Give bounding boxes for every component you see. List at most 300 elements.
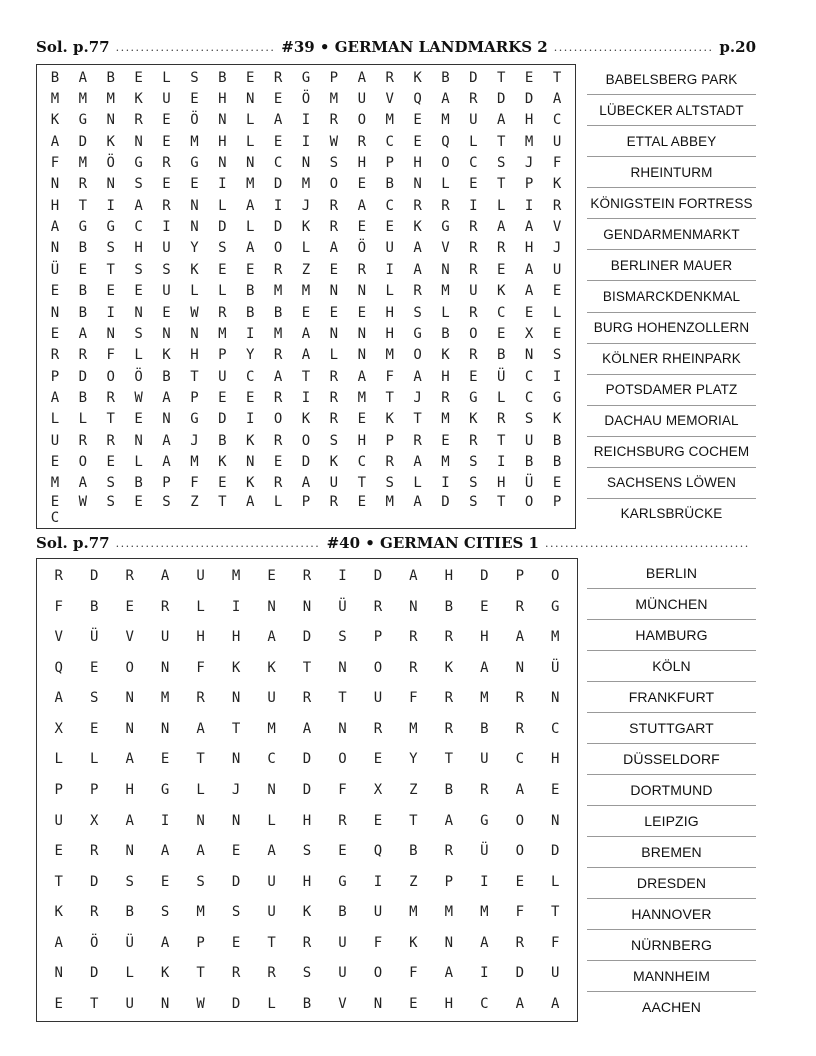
puzzle-39-letter-grid: [36, 64, 576, 529]
grid-letter: D: [302, 629, 312, 646]
puzzle-40-solution-ref: Sol. p.77: [36, 534, 110, 552]
grid-letter: B: [302, 995, 312, 1012]
grid-letter: B: [524, 453, 534, 470]
grid-letter: K: [190, 261, 199, 278]
grid-letter: K: [267, 659, 276, 676]
grid-letter: H: [302, 873, 312, 890]
grid-letter: U: [267, 690, 276, 707]
grid-letter: P: [373, 629, 383, 646]
grid-letter: O: [469, 325, 478, 342]
grid-letter: T: [413, 411, 422, 428]
grid-letter: R: [515, 598, 525, 615]
grid-letter: A: [267, 629, 276, 646]
grid-letter: E: [469, 368, 478, 385]
grid-letter: X: [54, 720, 63, 737]
grid-letter: U: [162, 240, 171, 257]
grid-letter: A: [162, 389, 171, 406]
grid-letter: M: [329, 91, 339, 108]
grid-letter: X: [373, 781, 383, 798]
grid-letter: A: [245, 240, 255, 257]
grid-letter: L: [218, 283, 227, 300]
grid-letter: E: [480, 598, 489, 615]
grid-letter: M: [385, 112, 394, 129]
grid-letter: A: [515, 629, 525, 646]
grid-letter: I: [231, 598, 241, 615]
grid-letter: P: [89, 781, 99, 798]
grid-letter: U: [338, 965, 347, 982]
grid-letter: S: [190, 69, 199, 86]
grid-letter: H: [413, 155, 422, 172]
grid-letter: G: [552, 389, 562, 406]
grid-letter: I: [245, 325, 255, 342]
grid-letter: R: [413, 432, 422, 449]
grid-letter: D: [301, 453, 311, 470]
grid-letter: X: [89, 812, 99, 829]
grid-letter: T: [78, 197, 88, 214]
grid-letter: E: [162, 112, 171, 129]
grid-letter: D: [218, 219, 227, 236]
grid-letter: K: [329, 453, 339, 470]
grid-letter: D: [551, 843, 560, 860]
grid-letter: B: [273, 304, 283, 321]
grid-letter: E: [552, 283, 562, 300]
grid-letter: A: [413, 261, 422, 278]
grid-letter: K: [301, 411, 311, 428]
grid-letter: Z: [409, 873, 418, 890]
grid-letter: T: [409, 812, 418, 829]
grid-letter: U: [357, 91, 366, 108]
grid-letter: D: [302, 751, 312, 768]
grid-letter: E: [190, 91, 199, 108]
grid-letter: D: [231, 995, 241, 1012]
grid-letter: A: [125, 812, 134, 829]
puzzle-39-solution-ref: Sol. p.77: [36, 38, 110, 56]
grid-letter: L: [190, 283, 199, 300]
grid-letter: Y: [245, 347, 255, 364]
grid-letter: L: [497, 389, 506, 406]
grid-letter: R: [302, 690, 312, 707]
grid-letter: B: [497, 347, 506, 364]
grid-letter: N: [54, 965, 63, 982]
grid-letter: D: [524, 91, 534, 108]
grid-letter: R: [160, 598, 170, 615]
grid-letter: K: [162, 347, 171, 364]
grid-letter: S: [162, 494, 171, 510]
grid-letter: E: [245, 69, 255, 86]
grid-letter: R: [78, 432, 88, 449]
grid-letter: A: [497, 112, 506, 129]
grid-letter: O: [413, 347, 422, 364]
grid-letter: A: [551, 995, 560, 1012]
grid-letter: C: [134, 219, 143, 236]
grid-letter: V: [54, 629, 63, 646]
grid-letter: R: [385, 69, 394, 86]
word-list-item: AACHEN: [587, 991, 756, 1022]
grid-letter: N: [413, 176, 422, 193]
grid-letter: A: [524, 261, 534, 278]
grid-letter: U: [552, 261, 562, 278]
grid-letter: A: [78, 475, 88, 492]
word-list-item: HANNOVER: [587, 898, 756, 929]
grid-letter: R: [273, 261, 283, 278]
grid-letter: N: [245, 155, 255, 172]
grid-letter: G: [190, 155, 199, 172]
grid-letter: I: [480, 873, 489, 890]
grid-letter: D: [89, 568, 99, 585]
grid-letter: H: [302, 812, 312, 829]
grid-letter: S: [160, 904, 170, 921]
grid-letter: E: [218, 261, 227, 278]
grid-letter: C: [480, 995, 489, 1012]
grid-letter: E: [273, 91, 283, 108]
grid-letter: R: [302, 568, 312, 585]
grid-letter: Ü: [125, 934, 134, 951]
grid-letter: S: [329, 432, 339, 449]
grid-letter: A: [357, 197, 366, 214]
grid-letter: L: [267, 995, 276, 1012]
grid-letter: R: [413, 197, 422, 214]
grid-letter: T: [106, 261, 115, 278]
grid-letter: E: [357, 176, 366, 193]
grid-letter: A: [497, 219, 506, 236]
grid-letter: S: [469, 475, 478, 492]
grid-letter: A: [515, 995, 525, 1012]
grid-letter: R: [329, 389, 339, 406]
grid-letter: H: [218, 133, 227, 150]
grid-letter: Z: [409, 781, 418, 798]
grid-letter: D: [469, 69, 478, 86]
grid-letter: M: [444, 904, 454, 921]
grid-letter: U: [196, 568, 205, 585]
grid-letter: E: [497, 261, 506, 278]
grid-letter: E: [373, 751, 383, 768]
grid-letter: P: [515, 568, 525, 585]
grid-letter: I: [338, 568, 347, 585]
grid-letter: Ö: [134, 368, 143, 385]
grid-letter: L: [125, 965, 134, 982]
grid-letter: A: [50, 389, 60, 406]
grid-letter: B: [78, 240, 88, 257]
word-list-item: BERLINER MAUER: [587, 249, 756, 280]
grid-letter: T: [196, 751, 205, 768]
grid-letter: H: [196, 629, 205, 646]
word-list-item: BISMARCKDENKMAL: [587, 280, 756, 311]
puzzle-40-word-list: [587, 558, 756, 1022]
grid-letter: G: [469, 389, 478, 406]
grid-letter: T: [385, 389, 394, 406]
grid-letter: R: [409, 659, 418, 676]
grid-letter: L: [469, 133, 478, 150]
grid-letter: R: [497, 240, 506, 257]
grid-letter: N: [196, 812, 205, 829]
grid-letter: B: [162, 368, 171, 385]
grid-letter: N: [231, 690, 241, 707]
grid-letter: A: [413, 240, 422, 257]
grid-letter: X: [524, 325, 534, 342]
word-list-item: MÜNCHEN: [587, 588, 756, 619]
grid-letter: D: [78, 133, 88, 150]
grid-letter: S: [106, 494, 115, 510]
grid-letter: N: [301, 155, 311, 172]
puzzle-40-letter-grid: [36, 558, 578, 1022]
grid-letter: F: [385, 368, 394, 385]
grid-letter: W: [78, 494, 88, 510]
grid-letter: P: [385, 155, 394, 172]
grid-letter: L: [552, 304, 562, 321]
grid-letter: A: [162, 453, 171, 470]
grid-letter: Ü: [480, 843, 489, 860]
grid-letter: A: [409, 568, 418, 585]
grid-letter: G: [413, 325, 422, 342]
grid-letter: E: [385, 219, 394, 236]
grid-letter: B: [89, 598, 99, 615]
grid-letter: I: [218, 176, 227, 193]
grid-letter: N: [245, 91, 255, 108]
grid-letter: M: [301, 283, 311, 300]
grid-letter: M: [357, 389, 366, 406]
grid-letter: C: [357, 453, 366, 470]
grid-letter: N: [231, 751, 241, 768]
grid-letter: M: [551, 629, 560, 646]
grid-letter: T: [89, 995, 99, 1012]
grid-letter: I: [245, 411, 255, 428]
grid-letter: K: [469, 411, 478, 428]
grid-letter: E: [413, 133, 422, 150]
grid-letter: E: [245, 261, 255, 278]
grid-letter: N: [106, 176, 115, 193]
grid-letter: K: [301, 219, 311, 236]
grid-letter: N: [160, 659, 170, 676]
grid-letter: R: [469, 304, 478, 321]
grid-letter: Ü: [50, 261, 60, 278]
grid-letter: I: [301, 112, 311, 129]
grid-letter: T: [552, 69, 562, 86]
grid-letter: Z: [301, 261, 311, 278]
word-list-item: BABELSBERG PARK: [605, 71, 738, 87]
grid-letter: N: [125, 690, 134, 707]
grid-letter: R: [162, 155, 171, 172]
word-list-item: KARLSBRÜCKE: [587, 498, 756, 529]
grid-letter: H: [125, 781, 134, 798]
grid-letter: O: [301, 432, 311, 449]
grid-letter: R: [89, 904, 99, 921]
grid-letter: A: [245, 197, 255, 214]
grid-letter: F: [515, 904, 525, 921]
grid-letter: E: [515, 873, 525, 890]
leader-dots: [116, 537, 321, 550]
grid-letter: E: [54, 995, 63, 1012]
grid-letter: B: [134, 475, 143, 492]
grid-letter: G: [441, 219, 450, 236]
grid-letter: N: [218, 112, 227, 129]
grid-letter: R: [267, 965, 276, 982]
grid-letter: D: [89, 965, 99, 982]
grid-letter: D: [273, 219, 283, 236]
grid-letter: L: [441, 304, 450, 321]
grid-letter: U: [125, 995, 134, 1012]
grid-letter: Z: [190, 494, 199, 510]
grid-letter: C: [385, 197, 394, 214]
grid-letter: M: [441, 453, 450, 470]
grid-letter: W: [190, 304, 199, 321]
grid-letter: A: [78, 325, 88, 342]
grid-letter: P: [190, 389, 199, 406]
grid-letter: E: [106, 453, 115, 470]
grid-letter: R: [162, 197, 171, 214]
grid-letter: K: [552, 411, 562, 428]
grid-letter: R: [515, 934, 525, 951]
grid-letter: E: [273, 453, 283, 470]
grid-letter: E: [413, 112, 422, 129]
grid-letter: S: [231, 904, 241, 921]
word-list-item: RHEINTURM: [587, 156, 756, 187]
grid-letter: V: [552, 219, 562, 236]
grid-letter: R: [273, 475, 283, 492]
grid-letter: E: [524, 69, 534, 86]
grid-letter: R: [231, 965, 241, 982]
grid-letter: A: [134, 197, 143, 214]
grid-letter: A: [301, 475, 311, 492]
grid-letter: H: [551, 751, 560, 768]
grid-letter: E: [357, 411, 366, 428]
grid-letter: N: [245, 453, 255, 470]
grid-letter: Ü: [497, 368, 506, 385]
grid-letter: K: [231, 659, 241, 676]
grid-letter: S: [469, 494, 478, 510]
grid-letter: R: [273, 432, 283, 449]
word-list-item: DRESDEN: [587, 867, 756, 898]
grid-letter: N: [551, 812, 560, 829]
grid-letter: L: [218, 197, 227, 214]
grid-letter: R: [329, 219, 339, 236]
grid-letter: R: [413, 283, 422, 300]
grid-letter: U: [162, 91, 171, 108]
grid-letter: P: [162, 475, 171, 492]
grid-letter: H: [497, 475, 506, 492]
grid-letter: Ö: [357, 240, 366, 257]
grid-letter: A: [78, 69, 88, 86]
grid-letter: K: [441, 347, 450, 364]
grid-letter: A: [162, 432, 171, 449]
grid-letter: E: [338, 843, 347, 860]
grid-letter: P: [54, 781, 63, 798]
grid-letter: R: [469, 219, 478, 236]
grid-letter: N: [267, 781, 276, 798]
grid-letter: R: [373, 720, 383, 737]
grid-letter: I: [497, 453, 506, 470]
word-list-item: LÜBECKER ALTSTADT: [587, 94, 756, 125]
grid-letter: M: [480, 904, 489, 921]
grid-letter: R: [480, 781, 489, 798]
grid-letter: C: [273, 155, 283, 172]
grid-letter: N: [218, 155, 227, 172]
grid-letter: C: [385, 133, 394, 150]
grid-letter: I: [301, 389, 311, 406]
grid-letter: U: [218, 368, 227, 385]
grid-letter: E: [106, 283, 115, 300]
grid-letter: R: [54, 568, 63, 585]
grid-letter: T: [444, 751, 454, 768]
grid-letter: S: [89, 690, 99, 707]
grid-letter: E: [134, 494, 143, 510]
grid-letter: V: [441, 240, 450, 257]
grid-letter: R: [444, 720, 454, 737]
grid-letter: R: [50, 347, 60, 364]
grid-letter: A: [160, 843, 170, 860]
grid-letter: U: [480, 751, 489, 768]
grid-letter: O: [125, 659, 134, 676]
grid-letter: R: [469, 261, 478, 278]
grid-letter: P: [524, 176, 534, 193]
grid-letter: N: [160, 995, 170, 1012]
grid-letter: A: [196, 843, 205, 860]
grid-letter: K: [497, 283, 506, 300]
grid-letter: I: [480, 965, 489, 982]
grid-letter: A: [524, 219, 534, 236]
grid-letter: M: [524, 133, 534, 150]
grid-letter: R: [441, 389, 450, 406]
grid-letter: I: [524, 197, 534, 214]
grid-letter: E: [409, 995, 418, 1012]
grid-letter: S: [125, 873, 134, 890]
grid-letter: U: [551, 965, 560, 982]
grid-letter: I: [552, 368, 562, 385]
grid-letter: B: [125, 904, 134, 921]
grid-letter: U: [524, 432, 534, 449]
grid-letter: H: [134, 240, 143, 257]
grid-letter: S: [218, 240, 227, 257]
grid-letter: U: [373, 690, 383, 707]
grid-letter: J: [190, 432, 199, 449]
grid-letter: E: [552, 475, 562, 492]
grid-letter: T: [497, 176, 506, 193]
grid-letter: L: [54, 751, 63, 768]
grid-letter: N: [329, 325, 339, 342]
puzzle-39-page-ref: p.20: [719, 38, 757, 56]
grid-letter: K: [385, 411, 394, 428]
grid-letter: H: [357, 155, 366, 172]
grid-letter: N: [162, 325, 171, 342]
grid-letter: A: [160, 568, 170, 585]
grid-letter: K: [409, 934, 418, 951]
grid-letter: K: [413, 69, 422, 86]
grid-letter: M: [190, 133, 199, 150]
grid-letter: R: [469, 432, 478, 449]
grid-letter: M: [160, 690, 170, 707]
grid-letter: N: [125, 843, 134, 860]
grid-letter: B: [106, 69, 115, 86]
grid-letter: T: [357, 475, 366, 492]
grid-letter: E: [78, 261, 88, 278]
grid-letter: E: [125, 598, 134, 615]
grid-letter: H: [441, 368, 450, 385]
grid-letter: L: [329, 347, 339, 364]
grid-letter: R: [469, 347, 478, 364]
grid-letter: R: [515, 690, 525, 707]
grid-letter: O: [441, 155, 450, 172]
grid-letter: R: [196, 690, 205, 707]
grid-letter: E: [551, 781, 560, 798]
grid-letter: R: [125, 568, 134, 585]
grid-letter: L: [162, 69, 171, 86]
grid-letter: F: [190, 475, 199, 492]
grid-letter: T: [196, 965, 205, 982]
grid-letter: E: [89, 659, 99, 676]
grid-letter: A: [329, 240, 339, 257]
grid-letter: Q: [54, 659, 63, 676]
grid-letter: S: [469, 453, 478, 470]
grid-letter: M: [50, 475, 60, 492]
